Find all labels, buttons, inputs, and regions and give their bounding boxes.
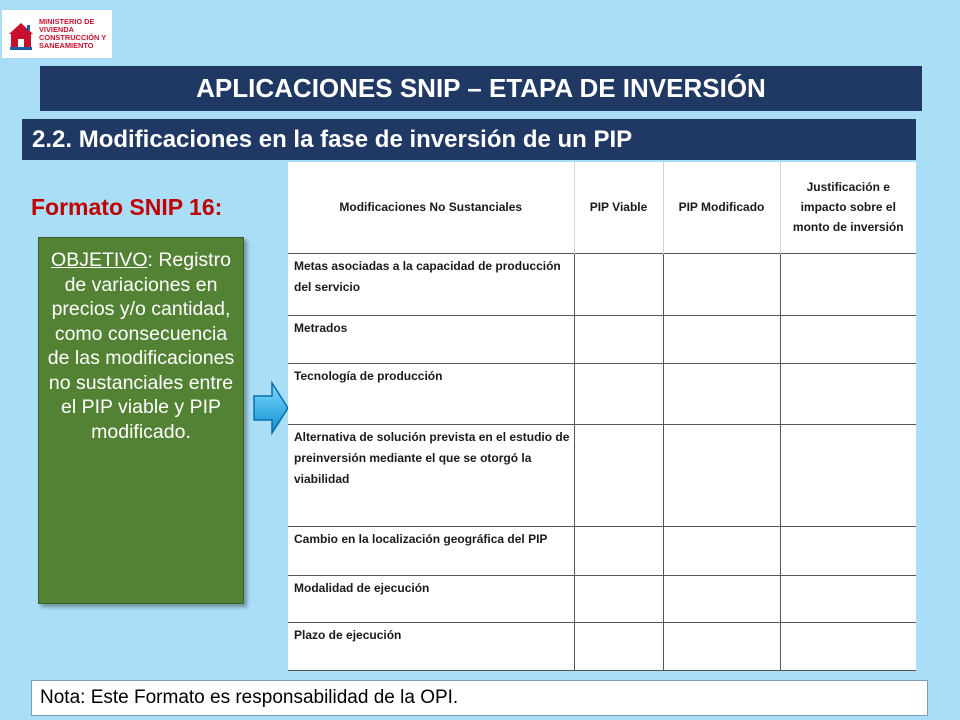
cell-justificacion — [780, 575, 916, 622]
header-pip-modificado: PIP Modificado — [663, 162, 780, 253]
objective-body: Registro de variaciones en precios y/o cantidad, como consecuencia de las modificaciones no sustanciales entre el PIP viable y PIP modificado. — [47, 249, 235, 443]
row-label: Metrados — [288, 315, 574, 363]
cell-justificacion — [780, 526, 916, 575]
format-label: Formato SNIP 16: — [31, 194, 223, 220]
ministry-logo — [2, 10, 112, 58]
cell-pip-modificado — [663, 622, 780, 670]
cell-pip-modificado — [663, 424, 780, 526]
cell-justificacion — [780, 315, 916, 363]
cell-pip-viable — [574, 363, 663, 424]
cell-justificacion — [780, 363, 916, 424]
arrow-right-icon — [251, 380, 291, 436]
footnote: Nota: Este Formato es responsabilidad de la OPI. — [31, 680, 928, 716]
table-row — [288, 575, 916, 622]
cell-pip-modificado — [663, 253, 780, 315]
cell-pip-viable — [574, 622, 663, 670]
header-justificacion: Justificación e impacto sobre el monto de inversión — [780, 162, 916, 253]
snip16-table — [288, 162, 916, 670]
row-label: Cambio en la localización geográfica del PIP — [288, 526, 574, 575]
section-subtitle: 2.2. Modificaciones en la fase de inversión de un PIP — [22, 119, 916, 160]
table-row — [288, 253, 916, 315]
cell-pip-viable — [574, 315, 663, 363]
header-pip-viable: PIP Viable — [574, 162, 663, 253]
cell-pip-viable — [574, 253, 663, 315]
row-label: Metas asociadas a la capacidad de producción del servicio — [288, 253, 574, 315]
table-header-row — [288, 162, 916, 253]
table-row — [288, 363, 916, 424]
cell-pip-modificado — [663, 526, 780, 575]
row-label: Modalidad de ejecución — [288, 575, 574, 622]
table-row — [288, 622, 916, 670]
objective-box — [38, 237, 244, 604]
cell-justificacion — [780, 622, 916, 670]
cell-justificacion — [780, 253, 916, 315]
cell-pip-viable — [574, 424, 663, 526]
house-icon — [6, 14, 36, 54]
logo-text: MINISTERIO DE VIVIENDA CONSTRUCCIÓN Y SANEAMIENTO — [39, 16, 107, 51]
cell-pip-viable — [574, 575, 663, 622]
table-row — [288, 424, 916, 526]
header-modificaciones: Modificaciones No Sustanciales — [288, 162, 574, 253]
cell-pip-modificado — [663, 315, 780, 363]
cell-pip-viable — [574, 526, 663, 575]
page-title: APLICACIONES SNIP – ETAPA DE INVERSIÓN — [40, 66, 922, 111]
cell-pip-modificado — [663, 363, 780, 424]
objective-colon: : — [147, 249, 153, 271]
row-label: Tecnología de producción — [288, 363, 574, 424]
table-row — [288, 526, 916, 575]
objective-heading: OBJETIVO — [51, 249, 148, 271]
row-label: Alternativa de solución prevista en el estudio de preinversión mediante el que se otorgó la viabilidad — [288, 424, 574, 526]
row-label: Plazo de ejecución — [288, 622, 574, 670]
cell-pip-modificado — [663, 575, 780, 622]
table-row — [288, 315, 916, 363]
cell-justificacion — [780, 424, 916, 526]
